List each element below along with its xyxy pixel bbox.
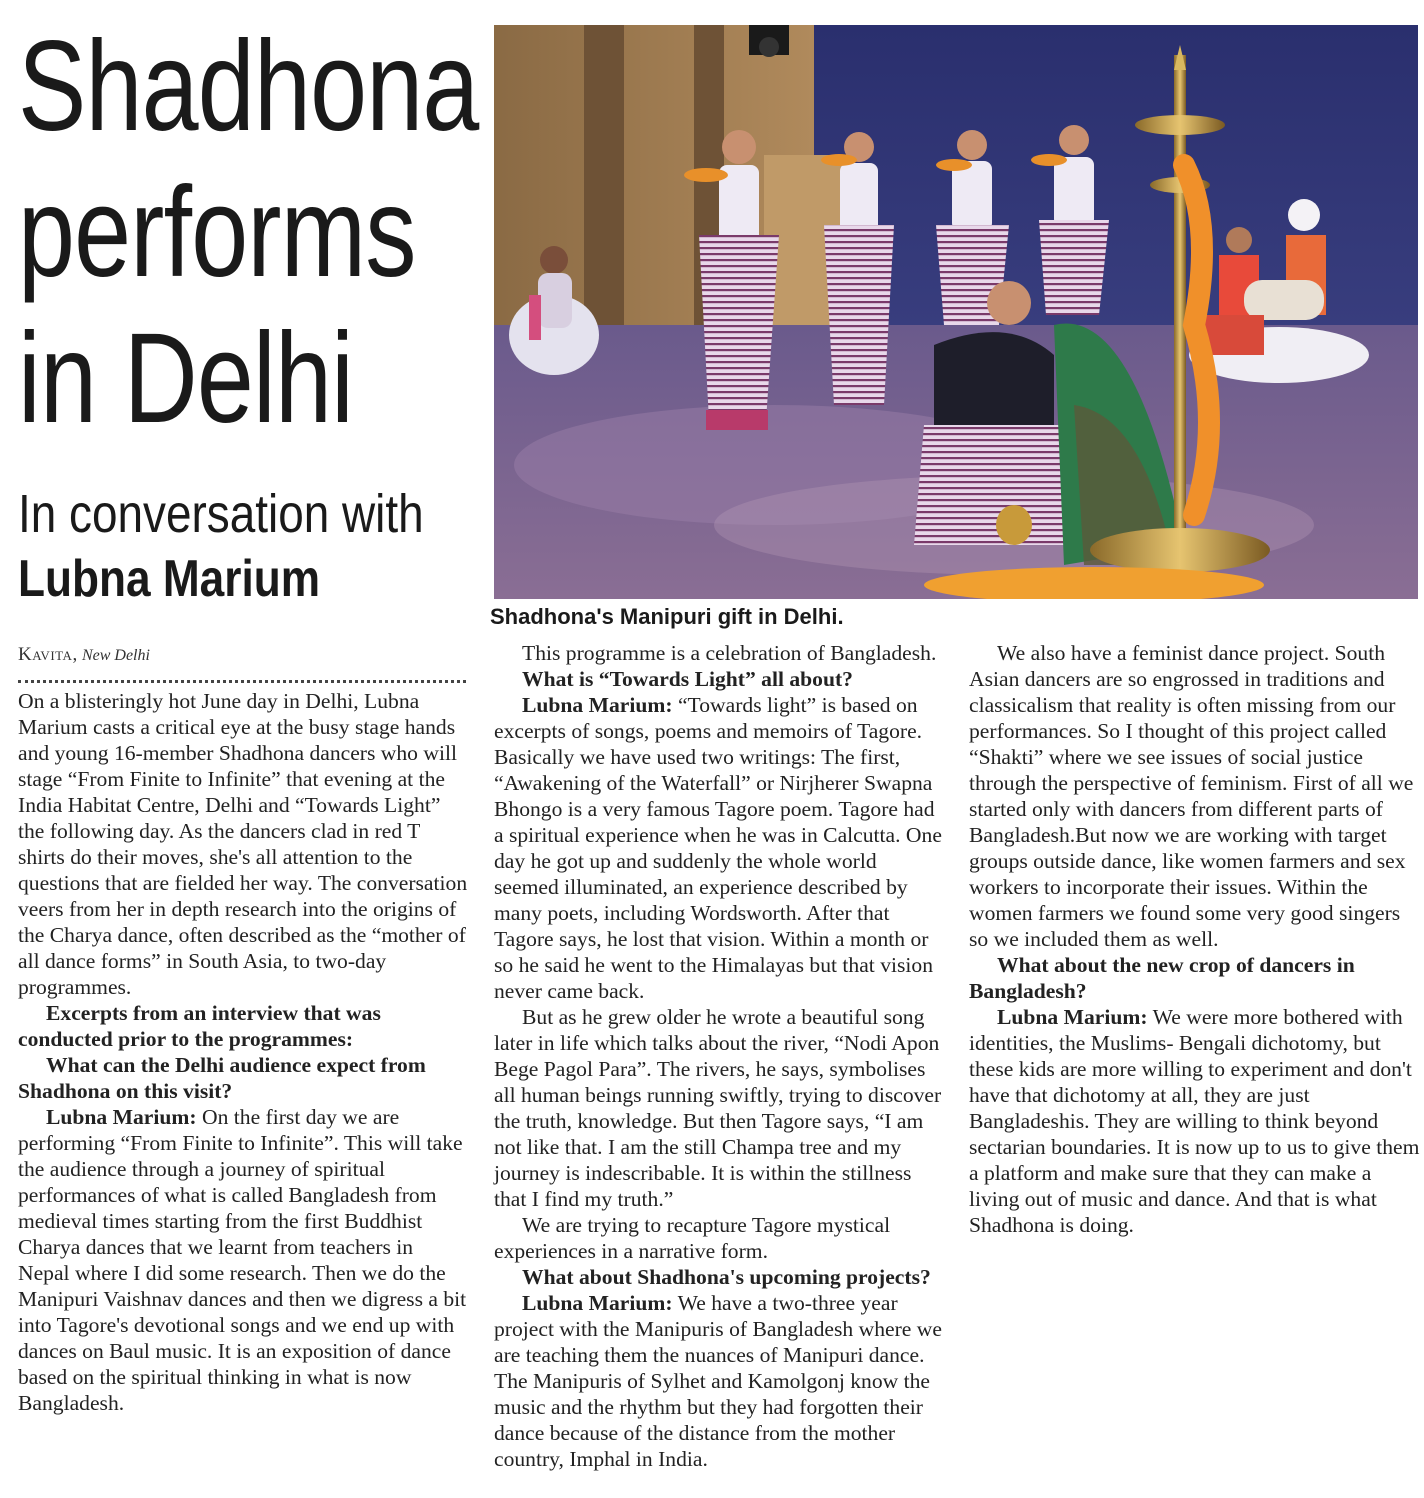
byline-location: New Delhi [81, 647, 150, 664]
question-4: What about the new crop of dancers in Bangladesh? [969, 953, 1355, 1003]
answer-4 [969, 1004, 1421, 1238]
answer-3-speaker: Lubna Marium: [522, 1291, 673, 1315]
celebration-paragraph: This programme is a celebration of Bangladesh. [522, 641, 937, 665]
subheadline-interviewee: Lubna Marium [18, 550, 321, 608]
headline-line-2: performs [18, 161, 416, 304]
byline [18, 644, 150, 666]
question-3: What about Shadhona's upcoming projects? [522, 1265, 931, 1289]
headline-line-1: Shadhona [18, 15, 479, 158]
question-2: What is “Towards Light” all about? [522, 667, 853, 691]
answer-2-text: “Towards light” is based on excerpts of songs, poems and memoirs of Tagore. Basically we have used two writings: The first, “Awakening of the Waterfall” or Nirjherer Swapna Bhongo is a very famous Tagore poem. Tagore had a spiritual experience when he was in Calcutta. One day he got up and suddenly the whole world seemed illuminated, an experience described by many poets, including Wordsworth. After that Tagore says, he lost that vision. Within a month or so he said he went to the Himalayas but that vision never came back. [494, 693, 942, 1003]
headline [18, 14, 479, 452]
answer-1-text: On the first day we are performing “From Finite to Infinite”. This will take the audience through a journey of spiritual performances of what is called Bangladesh from medieval times starting from the first Buddhist Charya dances that we learnt from teachers in Nepal where I did some research. Then we do the Manipuri Vaishnav dances and then we digress a bit into Tagore's devotional songs and we end up with dances on Baul music. It is an exposition of dance based on the spiritual thinking in what is now Bangladesh. [18, 1105, 467, 1415]
article-column-1 [18, 688, 468, 1416]
answer-3 [494, 1290, 944, 1472]
feminist-paragraph: We also have a feminist dance project. South Asian dancers are so engrossed in traditions and classicalism that reality is often missing from our performances. So I thought of this project called “Shakti” where we see issues of social justice through the perspective of feminism. First of all we started only with dancers from different parts of Bangladesh.But now we are working with target groups outside dance, like women farmers and sex workers to incorporate their issues. Within the women farmers we found some very good singers so we included them as well. [969, 641, 1414, 951]
interview-intro: Excerpts from an interview that was conducted prior to the programmes: [18, 1001, 381, 1051]
answer-4-speaker: Lubna Marium: [997, 1005, 1148, 1029]
answer-1 [18, 1104, 468, 1416]
recapture-paragraph: We are trying to recapture Tagore mystical experiences in a narrative form. [494, 1213, 891, 1263]
question-1: What can the Delhi audience expect from Shadhona on this visit? [18, 1053, 426, 1103]
byline-divider [18, 680, 466, 683]
answer-2-speaker: Lubna Marium: [522, 693, 673, 717]
photo-illustration [494, 25, 1418, 599]
headline-line-3: in Delhi [18, 307, 354, 450]
answer-1-speaker: Lubna Marium: [46, 1105, 197, 1129]
tagore-paragraph: But as he grew older he wrote a beautiful song later in life which talks about the river, “Nodi Apon Bege Pagol Para”. The rivers, he says, symbolises all human beings running swiftly, trying to discover the truth, knowledge. But then Tagore says, “I am not like that. I am the still Champa tree and my journey is indescribable. It is within the stillness that I find my truth.” [494, 1005, 942, 1211]
dance-performance-photo [494, 25, 1418, 599]
answer-2 [494, 692, 944, 1004]
subheadline [18, 482, 424, 612]
byline-author: Kavita, [18, 644, 78, 665]
article-column-3 [969, 640, 1421, 1238]
article-column-2 [494, 640, 944, 1472]
answer-3-text: We have a two-three year project with the Manipuris of Bangladesh where we are teaching them the nuances of Manipuri dance. The Manipuris of Sylhet and Kamolgonj know the music and the rhythm but they had forgotten their dance because of the distance from the mother country, Imphal in India. [494, 1291, 942, 1471]
intro-paragraph: On a blisteringly hot June day in Delhi, Lubna Marium casts a critical eye at the busy stage hands and young 16-member Shadhona dancers who will stage “From Finite to Infinite” that evening at the India Habitat Centre, Delhi and “Towards Light” the following day. As the dancers clad in red T shirts do their moves, she's all attention to the questions that are fielded her way. The conversation veers from her in depth research into the origins of the Charya dance, often described as the “mother of all dance forms” in South Asia, to two-day programmes. [18, 689, 468, 999]
photo-caption: Shadhona's Manipuri gift in Delhi. [490, 604, 844, 629]
subheadline-line-1: In conversation with [18, 484, 424, 544]
answer-4-text: We were more bothered with identities, the Muslims- Bengali dichotomy, but these kids are more willing to experiment and don't have that dichotomy at all, they are just Bangladeshis. They are willing to think beyond sectarian boundaries. It is now up to us to give them a platform and make sure that they can make a living out of music and dance. And that is what Shadhona is doing. [969, 1005, 1420, 1237]
